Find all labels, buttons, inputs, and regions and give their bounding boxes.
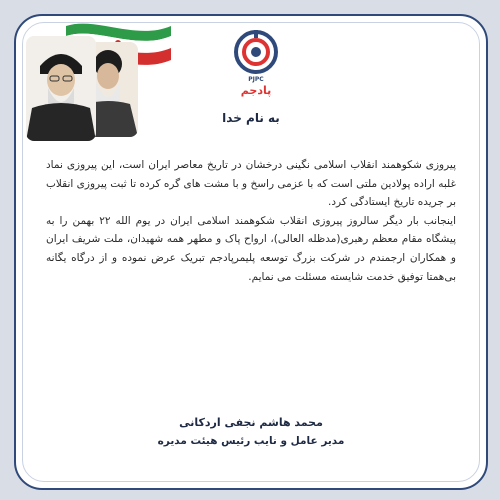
signer-name: محمد هاشم نجفی اردکانی xyxy=(179,416,323,429)
paragraph-1: پیروزی شکوهمند انقلاب اسلامی نگینی درخشان در تاریخ معاصر ایران است، این پیروزی نماد غلبه اراده پولادین ملتی است که با عزمی راسخ و با مشت های گره کرده تا ثبت پیروزی انقلاب بر جریده تاریخ ایستادگی کرد. xyxy=(46,159,456,209)
logo-abbr: PJPC xyxy=(248,76,264,83)
company-logo xyxy=(226,30,286,100)
page-title: به نام خدا xyxy=(222,111,280,125)
signer-role: مدیر عامل و نایب رئیس هیئت مدیره xyxy=(157,435,345,447)
paragraph-2: اینجانب بار دیگر سالروز پیروزی انقلاب شکوهمند اسلامی ایران در یوم الله ۲۲ بهمن را به پیشگاه مقام معظم رهبری(مدظله العالی)، ارواح پاک و مطهر همه شهیدان، ملت شریف ایران و همکاران ارجمندم در شرکت بزرگ توسعه پلیمرپادجم تبریک عرض نموده و از درگاه یگانه بی‌همتا توفیق خدمت شایسته مسئلت می نمایم. xyxy=(46,214,456,283)
portrait-left-image xyxy=(26,36,96,141)
signature-block xyxy=(116,416,386,447)
letter-card xyxy=(14,14,488,490)
pjpc-logo-icon xyxy=(226,30,286,76)
letter-body xyxy=(46,156,456,286)
logo-caption: پادجم xyxy=(240,84,272,97)
